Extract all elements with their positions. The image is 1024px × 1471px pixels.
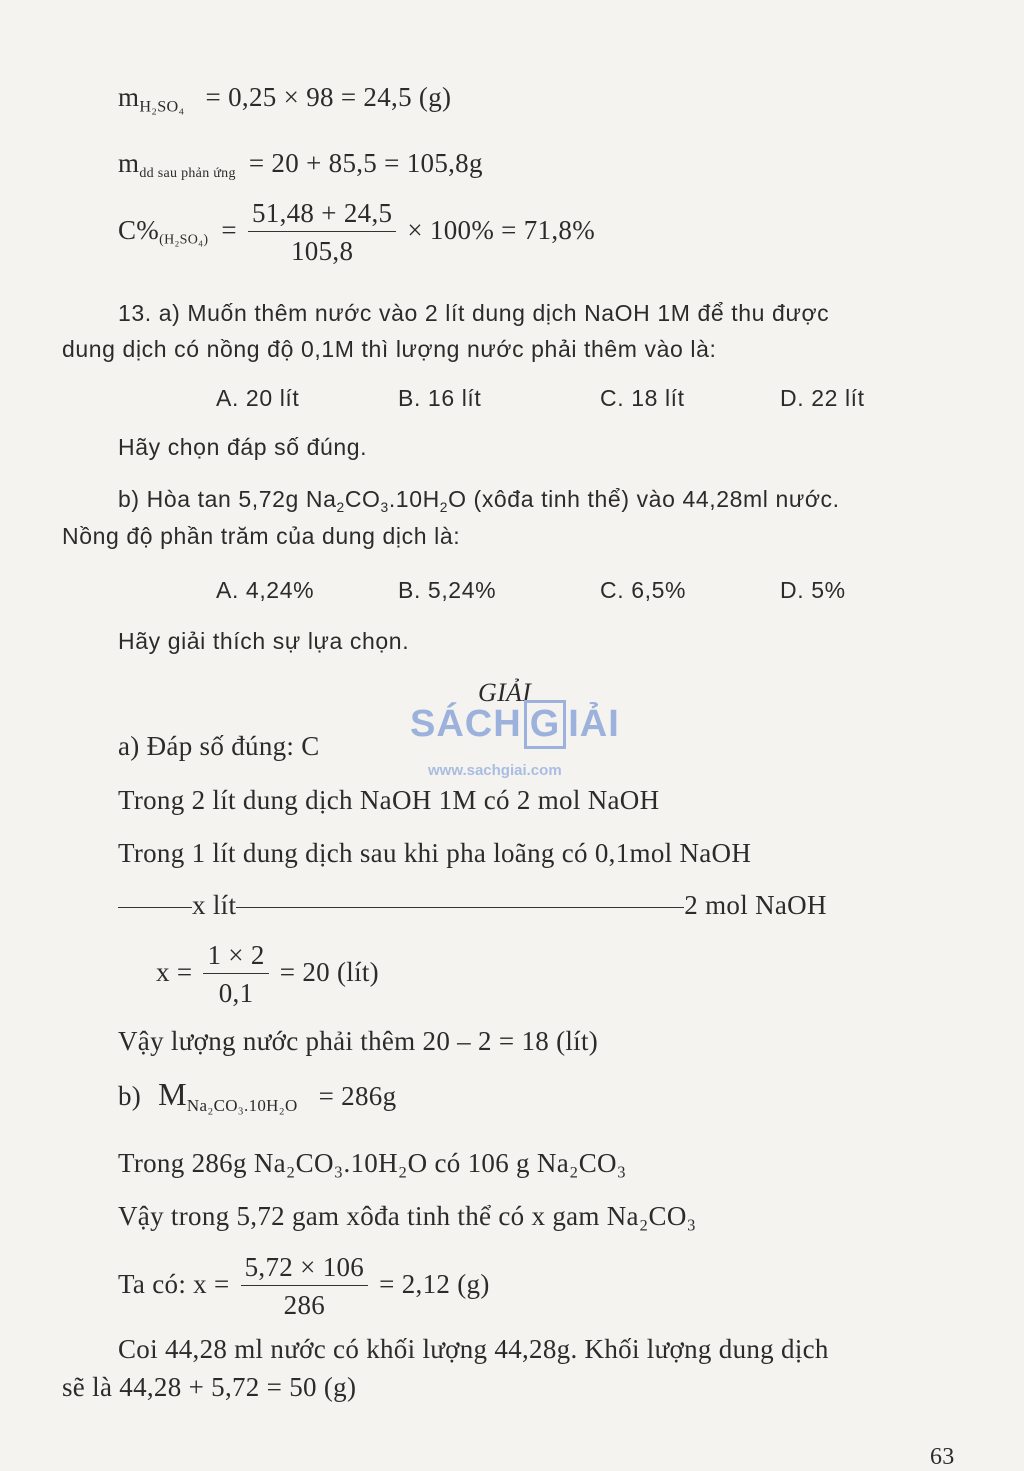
question-13b: b) Hòa tan 5,72g $Na_2CO_3.10H_2O$ (xôđa tinh thể) vào 44,28ml nước. [118, 486, 840, 515]
concentration-line: $C\%_{(H_2SO_4)}$ = $\frac{51,48 + 24,5}{105,8}$ × 100% = 71,8% [118, 198, 595, 267]
solution-b-line1: Trong 286g Na₂CO₃.10H₂O có 106 g Na₂CO₃ [118, 1148, 627, 1178]
blank-line [236, 907, 684, 908]
page-number: 63 [930, 1444, 955, 1470]
option-a-1: A. 20 lít [216, 385, 300, 411]
mass-h2so4-line: $m_{H_2SO_4} = 0,25 \times 98 = 24,5$ (g) [118, 82, 452, 116]
option-b-1: A. 4,24% [216, 577, 315, 603]
solution-heading: GIẢI [478, 678, 532, 707]
solution-a-answer: a) Đáp số đúng: C [118, 731, 320, 761]
solution-a-line1: Trong 2 lít dung dịch NaOH 1M có 2 mol NaOH [118, 785, 660, 815]
option-b-2: B. 5,24% [398, 577, 497, 603]
solution-a-equation: x = $\frac{1 \times 2}{0,1}$ = 20 (lít) [156, 940, 379, 1009]
prompt-b: Hãy giải thích sự lựa chọn. [118, 628, 410, 654]
question-13b-cont: Nồng độ phần trăm của dung dịch là: [62, 523, 461, 549]
watermark-logo: SÁCH G IẢI [410, 700, 620, 749]
equation-fraction: $\frac{1 \times 2}{0,1}$ [203, 940, 268, 1009]
equation-fraction: $\frac{5,72 \times 106}{286}$ [241, 1252, 368, 1321]
mass-solution-line: $m_{dd sau phản ứng} = 20 + 85,5 = 105,8g$ [118, 148, 483, 181]
option-a-2: B. 16 lít [398, 385, 482, 411]
question-13a: 13. a) Muốn thêm nước vào 2 lít dung dịch NaOH 1M để thu được [118, 300, 830, 326]
option-b-4: D. 5% [780, 577, 846, 603]
option-a-4: D. 22 lít [780, 385, 865, 411]
blank-line [118, 907, 192, 908]
option-b-3: C. 6,5% [600, 577, 687, 603]
solution-a-conclusion: Vậy lượng nước phải thêm 20 – 2 = 18 (lít) [118, 1026, 599, 1056]
solution-b-line2: Vậy trong 5,72 gam xôđa tinh thể có x gam Na₂CO₃ [118, 1201, 697, 1231]
prompt-a: Hãy chọn đáp số đúng. [118, 434, 368, 460]
solution-a-line2: Trong 1 lít dung dịch sau khi pha loãng có 0,1mol NaOH [118, 838, 752, 868]
question-13a-cont: dung dịch có nồng độ 0,1M thì lượng nước phải thêm vào là: [62, 336, 717, 362]
watermark-url: www.sachgiai.com [428, 762, 562, 779]
solution-a-proportion: x lít 2 mol NaOH [118, 890, 827, 921]
option-a-3: C. 18 lít [600, 385, 685, 411]
solution-b-line3: Coi 44,28 ml nước có khối lượng 44,28g. Khối lượng dung dịch [118, 1334, 829, 1364]
solution-b-equation: Ta có: x = $\frac{5,72 \times 106}{286}$ = 2,12 (g) [118, 1252, 490, 1321]
solution-b-line4: sẽ là 44,28 + 5,72 = 50 (g) [62, 1372, 357, 1402]
solution-b-molar-mass: b) $M_{Na_2CO_3.10H_2O} = 286g$ [118, 1076, 397, 1115]
concentration-fraction: $\frac{51,48 + 24,5}{105,8}$ [248, 198, 396, 267]
